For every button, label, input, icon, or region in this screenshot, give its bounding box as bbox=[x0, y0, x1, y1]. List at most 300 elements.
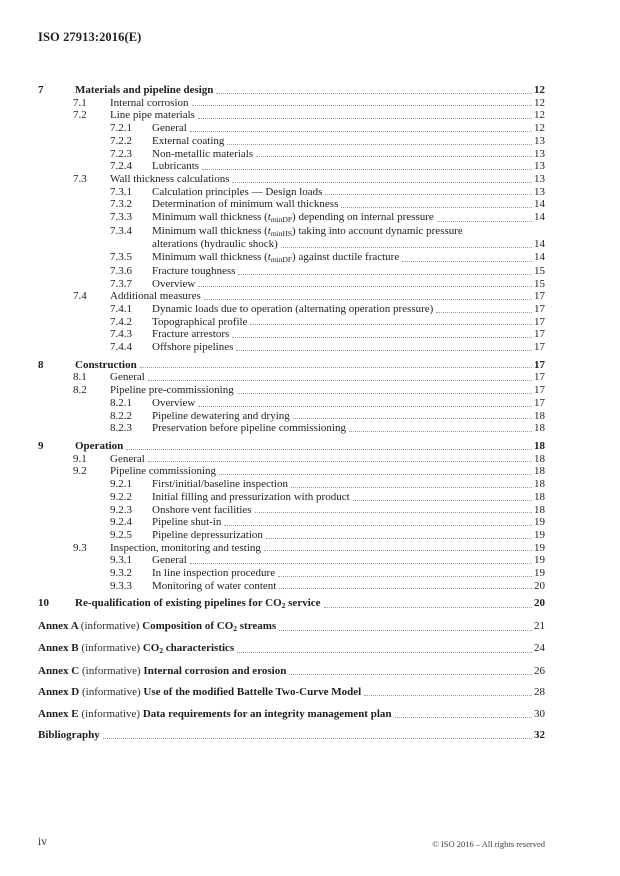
toc-entry-title bbox=[38, 620, 276, 634]
toc-title-text: Pipeline commissioning bbox=[110, 465, 217, 478]
toc-title-text: General bbox=[152, 122, 187, 135]
toc-page-number: 15 bbox=[534, 264, 545, 277]
toc-entry bbox=[38, 529, 545, 542]
toc-page-number: 13 bbox=[534, 160, 545, 173]
toc-entry-title bbox=[152, 410, 290, 423]
toc-title-text: t bbox=[267, 251, 271, 264]
toc-title-text: Data requirements for an integrity management plan bbox=[142, 707, 392, 720]
toc-entry-title bbox=[110, 109, 195, 122]
toc-entry bbox=[38, 135, 545, 148]
toc-title-text: Offshore pipelines bbox=[152, 341, 234, 354]
toc-title-text: Inspection, monitoring and testing bbox=[110, 541, 261, 554]
toc-page-number: 17 bbox=[534, 302, 545, 315]
toc-entry-number: 9.3.2 bbox=[110, 567, 132, 580]
dotted-leader bbox=[190, 562, 532, 564]
toc-page-number: 18 bbox=[534, 409, 545, 422]
toc-title-text: Fracture arrestors bbox=[152, 328, 230, 341]
toc-entry-number: 8.2.2 bbox=[110, 409, 132, 422]
toc-page-number: 12 bbox=[534, 122, 545, 135]
toc-page-number: 19 bbox=[534, 567, 545, 580]
dotted-leader bbox=[289, 673, 532, 675]
toc-page-number: 13 bbox=[534, 172, 545, 185]
dotted-leader bbox=[291, 486, 532, 488]
toc-entry bbox=[38, 597, 545, 611]
toc-entry-title bbox=[152, 198, 338, 211]
toc-page-number: 18 bbox=[534, 478, 545, 491]
toc-entry-title bbox=[152, 580, 276, 593]
dotted-leader bbox=[293, 417, 532, 419]
toc-page-number: 13 bbox=[534, 185, 545, 198]
toc-page-number: 28 bbox=[534, 686, 545, 699]
dotted-leader bbox=[224, 524, 532, 526]
toc-page-number: 17 bbox=[534, 371, 545, 384]
toc-page-number: 21 bbox=[534, 619, 545, 632]
toc-entry-number: 7.2.4 bbox=[110, 160, 132, 173]
dotted-leader bbox=[204, 298, 532, 300]
toc-entry-number: 7.4.1 bbox=[110, 302, 132, 315]
toc-page-number: 17 bbox=[534, 396, 545, 409]
toc-title-text: ) taking into account dynamic pressure bbox=[292, 224, 463, 237]
toc-entry-number: 9.2.4 bbox=[110, 516, 132, 529]
dotted-leader bbox=[281, 246, 532, 248]
toc-entry-number: 8.2.1 bbox=[110, 396, 132, 409]
toc-page-number: 15 bbox=[534, 277, 545, 290]
dotted-leader bbox=[237, 392, 532, 394]
dotted-leader bbox=[148, 379, 532, 381]
toc-entry-number: 7.2.2 bbox=[110, 134, 132, 147]
toc-entry-title bbox=[38, 686, 361, 699]
toc-entry-title bbox=[152, 251, 399, 265]
toc-entry bbox=[38, 148, 545, 161]
toc-entry bbox=[38, 440, 545, 453]
toc-page-number: 26 bbox=[534, 664, 545, 677]
toc-entry bbox=[38, 371, 545, 384]
toc-entry bbox=[38, 97, 545, 110]
toc-page-number: 17 bbox=[534, 358, 545, 371]
dotted-leader bbox=[232, 336, 532, 338]
toc-title-text: CO bbox=[142, 642, 160, 655]
table-of-contents bbox=[38, 84, 545, 742]
toc-entry-number: 7 bbox=[38, 84, 44, 96]
toc-title-text: Minimum wall thickness ( bbox=[152, 211, 268, 224]
toc-title-text: t bbox=[267, 224, 271, 237]
toc-entry-number: 9 bbox=[38, 439, 44, 452]
toc-title-text: ) against ductile fracture bbox=[292, 251, 400, 264]
annex-qualifier: (informative) bbox=[80, 619, 143, 632]
toc-entry-bibliography bbox=[38, 729, 545, 742]
toc-entry bbox=[38, 211, 545, 225]
toc-page-number: 18 bbox=[534, 452, 545, 465]
toc-entry bbox=[38, 160, 545, 173]
toc-entry-number: 8 bbox=[38, 358, 44, 371]
toc-entry-number: 7.3.1 bbox=[110, 185, 132, 198]
toc-title-text: Minimum wall thickness ( bbox=[152, 224, 268, 237]
toc-entry-number: 9.2 bbox=[73, 465, 87, 478]
toc-title-text: Lubricants bbox=[152, 160, 200, 173]
toc-entry-title bbox=[152, 478, 288, 491]
annex-qualifier: (informative) bbox=[82, 686, 144, 699]
toc-entry-title bbox=[110, 453, 145, 466]
toc-entry bbox=[38, 225, 545, 239]
toc-entry-number: 7.3.4 bbox=[110, 224, 132, 237]
toc-entry bbox=[38, 516, 545, 529]
toc-title-text: Line pipe materials bbox=[110, 109, 195, 122]
dotted-leader bbox=[192, 104, 533, 106]
dotted-leader bbox=[255, 511, 532, 513]
toc-page-number: 14 bbox=[534, 198, 545, 211]
annex-title-text bbox=[143, 665, 286, 677]
toc-title-text: 2 bbox=[233, 623, 237, 633]
dotted-leader bbox=[395, 716, 532, 718]
toc-entry-title bbox=[110, 290, 201, 303]
toc-page-number: 19 bbox=[534, 516, 545, 529]
toc-entry-title bbox=[75, 359, 137, 372]
toc-entry bbox=[38, 491, 545, 504]
toc-title-text: Overview bbox=[152, 277, 196, 290]
toc-title-text: alterations (hydraulic shock) bbox=[152, 238, 278, 251]
dotted-leader bbox=[238, 273, 532, 275]
toc-entry bbox=[38, 410, 545, 423]
annex-title-text bbox=[143, 708, 392, 720]
toc-title-text: Bibliography bbox=[38, 729, 100, 742]
dotted-leader bbox=[227, 143, 532, 145]
toc-title-text: Monitoring of water content bbox=[152, 579, 277, 592]
toc-page-number: 24 bbox=[534, 642, 545, 655]
toc-title-text: Pipeline depressurization bbox=[152, 528, 263, 541]
dotted-leader bbox=[353, 499, 532, 501]
toc-entry-number: 9.3.1 bbox=[110, 554, 132, 567]
toc-entry-title bbox=[38, 729, 100, 742]
dotted-leader bbox=[219, 473, 532, 475]
footer-copyright: © ISO 2016 – All rights reserved bbox=[432, 839, 545, 849]
toc-entry-title bbox=[152, 328, 229, 341]
dotted-leader bbox=[364, 694, 532, 696]
toc-title-text: Use of the modified Battelle Two-Curve Model bbox=[143, 686, 362, 699]
toc-entry bbox=[38, 251, 545, 265]
dotted-leader bbox=[279, 587, 532, 589]
dotted-leader bbox=[148, 460, 532, 462]
toc-entry-title bbox=[152, 160, 199, 173]
toc-entry bbox=[38, 542, 545, 555]
toc-page-number: 20 bbox=[534, 597, 545, 610]
toc-entry-title bbox=[152, 303, 433, 316]
toc-entry-title bbox=[152, 278, 195, 291]
toc-entry bbox=[38, 504, 545, 517]
toc-entry bbox=[38, 465, 545, 478]
toc-title-text: Minimum wall thickness ( bbox=[152, 251, 268, 264]
annex-title-text bbox=[143, 686, 361, 698]
toc-page-number: 17 bbox=[534, 290, 545, 303]
toc-title-text: ) depending on internal pressure bbox=[292, 211, 434, 224]
toc-entry-title bbox=[75, 440, 123, 453]
toc-entry-title bbox=[152, 316, 247, 329]
toc-page-number: 12 bbox=[534, 84, 545, 96]
toc-entry-number: 7.3.3 bbox=[110, 211, 132, 224]
toc-page-number: 20 bbox=[534, 579, 545, 592]
toc-entry-annex bbox=[38, 642, 545, 656]
toc-page-number: 17 bbox=[534, 315, 545, 328]
toc-entry-number: 9.2.5 bbox=[110, 528, 132, 541]
toc-entry-title bbox=[38, 708, 392, 721]
toc-entry-title bbox=[110, 371, 145, 384]
toc-entry-title bbox=[152, 211, 434, 225]
toc-entry-title bbox=[152, 422, 346, 435]
toc-entry-number: 9.2.2 bbox=[110, 490, 132, 503]
toc-entry-number: 7.4.2 bbox=[110, 315, 132, 328]
dotted-leader bbox=[126, 448, 532, 450]
toc-title-text: Pipeline dewatering and drying bbox=[152, 409, 290, 422]
toc-entry-number: 8.2.3 bbox=[110, 422, 132, 435]
toc-title-text: General bbox=[110, 452, 145, 465]
dotted-leader bbox=[216, 92, 532, 94]
toc-entry bbox=[38, 453, 545, 466]
toc-entry bbox=[38, 580, 545, 593]
toc-title-text: Topographical profile bbox=[152, 315, 248, 328]
toc-page-number: 17 bbox=[534, 384, 545, 397]
toc-entry-title bbox=[152, 148, 253, 161]
dotted-leader bbox=[190, 130, 532, 132]
toc-title-text: Re-qualification of existing pipelines for CO bbox=[75, 597, 282, 610]
toc-page-number: 32 bbox=[534, 729, 545, 742]
toc-title-text: First/initial/baseline inspection bbox=[152, 478, 288, 491]
toc-entry-number: 9.1 bbox=[73, 452, 87, 465]
toc-entry-title bbox=[152, 225, 463, 239]
toc-entry-title bbox=[110, 542, 261, 555]
toc-title-text: characteristics bbox=[163, 642, 235, 655]
toc-title-text: streams bbox=[237, 619, 277, 632]
toc-page-number: 18 bbox=[534, 439, 545, 452]
toc-entry-title bbox=[152, 265, 235, 278]
toc-entry bbox=[38, 109, 545, 122]
toc-entry-number: 7.3.7 bbox=[110, 277, 132, 290]
toc-title-text: In line inspection procedure bbox=[152, 567, 276, 580]
toc-entry-title bbox=[110, 97, 189, 110]
toc-title-text: Preservation before pipeline commissioning bbox=[152, 422, 346, 435]
dotted-leader bbox=[324, 606, 532, 608]
toc-entry-title bbox=[38, 642, 234, 656]
toc-title-text: minDF bbox=[270, 255, 293, 265]
toc-entry-number: 7.3 bbox=[73, 172, 87, 185]
toc-entry-annex bbox=[38, 620, 545, 634]
toc-entry-number: 7.3.2 bbox=[110, 198, 132, 211]
toc-entry-number: 7.2 bbox=[73, 109, 87, 122]
toc-title-text: 2 bbox=[159, 646, 164, 656]
toc-entry-number: 8.1 bbox=[73, 371, 87, 384]
toc-page-number: 18 bbox=[534, 503, 545, 516]
dotted-leader bbox=[232, 181, 532, 183]
toc-title-text: Wall thickness calculations bbox=[110, 172, 230, 185]
toc-entry-number: 10 bbox=[38, 597, 49, 610]
toc-title-text: minHS bbox=[270, 228, 293, 238]
toc-entry-annex bbox=[38, 686, 545, 699]
toc-page-number: 19 bbox=[534, 528, 545, 541]
toc-title-text: General bbox=[152, 554, 187, 567]
toc-title-text: Materials and pipeline design bbox=[75, 84, 214, 96]
toc-entry-title bbox=[152, 491, 350, 504]
toc-entry bbox=[38, 303, 545, 316]
dotted-leader bbox=[341, 206, 532, 208]
dotted-leader bbox=[202, 168, 532, 170]
annex-qualifier: (informative) bbox=[82, 664, 144, 677]
toc-page-number: 14 bbox=[534, 211, 545, 224]
dotted-leader bbox=[256, 155, 532, 157]
toc-entry-title bbox=[152, 504, 252, 517]
toc-page-number: 18 bbox=[534, 465, 545, 478]
toc-title-text: Pipeline shut-in bbox=[152, 516, 222, 529]
toc-page-number: 13 bbox=[534, 134, 545, 147]
toc-entry-title bbox=[110, 384, 234, 397]
toc-page-number: 18 bbox=[534, 490, 545, 503]
toc-title-text: Onshore vent facilities bbox=[152, 503, 252, 516]
toc-entry-title bbox=[110, 465, 216, 478]
toc-entry bbox=[38, 397, 545, 410]
dotted-leader bbox=[198, 117, 532, 119]
annex-label: Annex E bbox=[38, 707, 82, 720]
toc-entry-number: 8.2 bbox=[73, 384, 87, 397]
toc-title-text: General bbox=[110, 371, 145, 384]
footer-page-number: iv bbox=[38, 836, 47, 848]
toc-page-number: 17 bbox=[534, 341, 545, 354]
toc-entry-title bbox=[152, 122, 187, 135]
toc-entry bbox=[38, 84, 545, 97]
toc-entry-title bbox=[75, 84, 213, 97]
toc-entry-number: 9.2.3 bbox=[110, 503, 132, 516]
toc-entry-title bbox=[152, 529, 263, 542]
toc-title-text: External coating bbox=[152, 134, 225, 147]
toc-entry bbox=[38, 341, 545, 354]
toc-entry-title bbox=[152, 238, 278, 251]
toc-entry bbox=[38, 265, 545, 278]
toc-entry-number: 7.1 bbox=[73, 96, 87, 109]
toc-entry bbox=[38, 173, 545, 186]
toc-entry bbox=[38, 328, 545, 341]
toc-entry-number: 7.4.4 bbox=[110, 341, 132, 354]
toc-entry-number: 9.2.1 bbox=[110, 478, 132, 491]
dotted-leader bbox=[140, 366, 532, 368]
toc-title-text: minDP bbox=[270, 215, 293, 225]
toc-entry bbox=[38, 384, 545, 397]
toc-entry bbox=[38, 567, 545, 580]
toc-page-number: 12 bbox=[534, 96, 545, 109]
annex-title-text bbox=[142, 620, 276, 632]
toc-entry-title bbox=[110, 173, 229, 186]
toc-entry bbox=[38, 290, 545, 303]
toc-entry-title bbox=[152, 397, 195, 410]
annex-qualifier: (informative) bbox=[81, 707, 143, 720]
annex-label: Annex D bbox=[38, 686, 83, 699]
toc-entry-number: 7.4.3 bbox=[110, 328, 132, 341]
toc-entry-title bbox=[75, 597, 321, 611]
annex-title-text bbox=[143, 642, 234, 654]
toc-page-number: 13 bbox=[534, 147, 545, 160]
toc-title-text: Additional measures bbox=[110, 290, 201, 303]
toc-entry bbox=[38, 554, 545, 567]
toc-entry-annex bbox=[38, 665, 545, 678]
dotted-leader bbox=[325, 193, 532, 195]
dotted-leader bbox=[198, 285, 532, 287]
annex-label: Annex C bbox=[38, 664, 83, 677]
toc-entry-title bbox=[152, 341, 233, 354]
toc-page-number: 18 bbox=[534, 422, 545, 435]
toc-title-text: Dynamic loads due to operation (alternating operation pressure) bbox=[152, 302, 434, 315]
toc-entry bbox=[38, 359, 545, 372]
dotted-leader bbox=[266, 537, 532, 539]
toc-entry bbox=[38, 186, 545, 199]
toc-page-number: 14 bbox=[534, 251, 545, 264]
toc-title-text: Internal corrosion and erosion bbox=[143, 664, 287, 677]
dotted-leader bbox=[198, 405, 532, 407]
toc-title-text: t bbox=[267, 211, 271, 224]
annex-qualifier: (informative) bbox=[81, 642, 143, 655]
toc-title-text: Non-metallic materials bbox=[152, 147, 254, 160]
document-reference-header: ISO 27913:2016(E) bbox=[38, 30, 142, 44]
toc-entry-number: 7.4 bbox=[73, 290, 87, 303]
annex-label: Annex B bbox=[38, 642, 82, 655]
toc-page-number: 14 bbox=[534, 238, 545, 251]
dotted-leader bbox=[436, 311, 532, 313]
toc-page-number: 17 bbox=[534, 328, 545, 341]
toc-title-text: Overview bbox=[152, 396, 196, 409]
dotted-leader bbox=[103, 737, 532, 739]
toc-page-number: 12 bbox=[534, 109, 545, 122]
annex-label: Annex A bbox=[38, 619, 81, 632]
dotted-leader bbox=[402, 260, 532, 262]
toc-title-text: Construction bbox=[75, 358, 137, 371]
dotted-leader bbox=[237, 651, 532, 653]
toc-entry-continuation bbox=[38, 238, 545, 251]
toc-page-number: 19 bbox=[534, 554, 545, 567]
dotted-leader bbox=[250, 323, 532, 325]
dotted-leader bbox=[264, 549, 532, 551]
toc-page-number: 19 bbox=[534, 541, 545, 554]
toc-title-text: Calculation principles — Design loads bbox=[152, 185, 323, 198]
toc-title-text: 2 bbox=[281, 601, 286, 611]
toc-entry-number: 7.3.5 bbox=[110, 251, 132, 264]
toc-entry bbox=[38, 422, 545, 435]
dotted-leader bbox=[349, 430, 532, 432]
toc-title-text: Fracture toughness bbox=[152, 264, 236, 277]
toc-entry bbox=[38, 122, 545, 135]
toc-entry-title bbox=[152, 135, 224, 148]
toc-title-text: service bbox=[285, 597, 321, 610]
dotted-leader bbox=[236, 349, 532, 351]
toc-entry-title bbox=[152, 516, 221, 529]
toc-entry-title bbox=[152, 186, 322, 199]
toc-entry-number: 7.2.1 bbox=[110, 122, 132, 135]
dotted-leader bbox=[279, 629, 532, 631]
toc-title-text: Composition of CO bbox=[142, 619, 234, 632]
toc-entry-title bbox=[152, 554, 187, 567]
toc-page-number: 30 bbox=[534, 707, 545, 720]
toc-entry-number: 9.3 bbox=[73, 541, 87, 554]
toc-entry bbox=[38, 278, 545, 291]
toc-title-text: Initial filling and pressurization with product bbox=[152, 490, 350, 503]
toc-title-text: Operation bbox=[75, 439, 124, 452]
toc-title-text: Determination of minimum wall thickness bbox=[152, 198, 339, 211]
toc-entry bbox=[38, 478, 545, 491]
toc-entry bbox=[38, 198, 545, 211]
toc-entry-number: 7.2.3 bbox=[110, 147, 132, 160]
toc-title-text: Internal corrosion bbox=[110, 96, 189, 109]
toc-entry-title bbox=[38, 665, 286, 678]
toc-entry-number: 7.3.6 bbox=[110, 264, 132, 277]
toc-entry bbox=[38, 316, 545, 329]
toc-title-text: Pipeline pre-commissioning bbox=[110, 384, 234, 397]
toc-entry-title bbox=[152, 567, 275, 580]
dotted-leader bbox=[278, 575, 532, 577]
toc-entry-number: 9.3.3 bbox=[110, 579, 132, 592]
toc-entry-annex bbox=[38, 708, 545, 721]
